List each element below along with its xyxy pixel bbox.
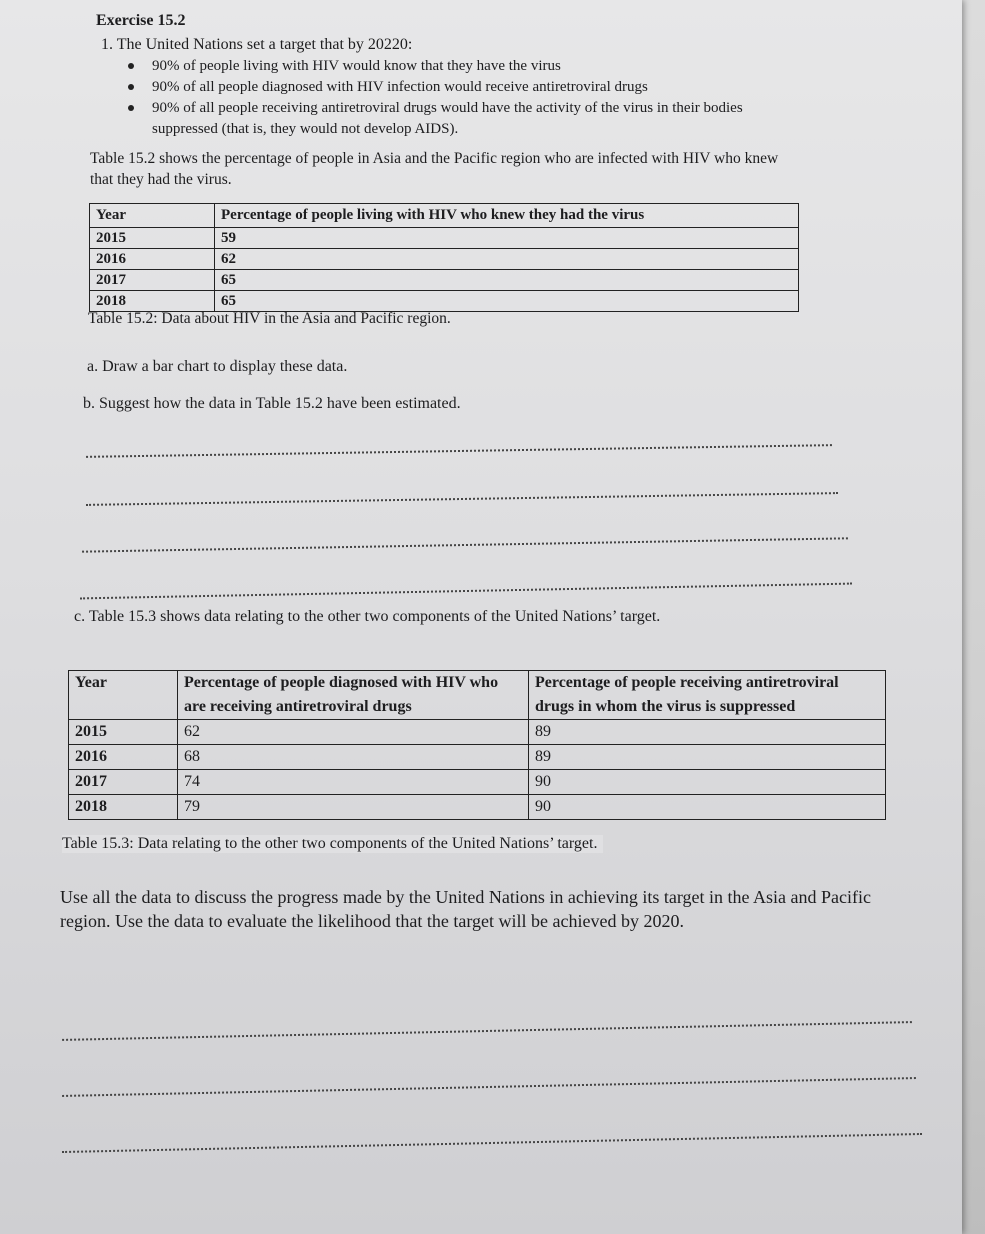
table-row: [69, 720, 886, 745]
cell-year: 2017: [69, 770, 178, 795]
table-15-3: [68, 670, 886, 820]
question-1: 1. The United Nations set a target that by 20220:: [101, 36, 413, 53]
cell-receiving: 68: [178, 745, 529, 770]
answer-line[interactable]: [80, 583, 852, 600]
cell-value: 59: [215, 228, 799, 249]
cell-year: 2015: [90, 228, 215, 249]
cell-year: 2016: [69, 745, 178, 770]
cell-receiving: 74: [178, 770, 529, 795]
cell-suppressed: 89: [529, 720, 886, 745]
target-bullet-list: [128, 56, 808, 140]
bullet-item: 90% of all people diagnosed with HIV infection would receive antiretroviral drugs: [128, 77, 808, 98]
question-c: c. Table 15.3 shows data relating to the other two components of the United Nations’ target.: [74, 608, 661, 625]
table-header-row: [90, 204, 799, 228]
table-header-row: [69, 671, 886, 720]
answer-line[interactable]: [62, 1077, 916, 1097]
answer-line[interactable]: [86, 492, 838, 506]
header-virus-suppressed: Percentage of people receiving antiretroviral drugs in whom the virus is suppressed: [529, 671, 886, 720]
header-year: Year: [69, 671, 178, 720]
cell-year: 2017: [90, 270, 215, 291]
table-row: [90, 270, 799, 291]
cell-year: 2018: [69, 795, 178, 820]
table-row: [69, 745, 886, 770]
table-row: [69, 770, 886, 795]
table-15-3-caption: Table 15.3: Data relating to the other two components of the United Nations’ target.: [62, 835, 603, 853]
exercise-title: Exercise 15.2: [96, 12, 186, 29]
answer-line[interactable]: [62, 1021, 912, 1041]
discussion-prompt: Use all the data to discuss the progress made by the United Nations in achieving its target in the Asia and Pacific region. Use the data to evaluate the likelihood that the target will be achieved by 2020.: [60, 887, 871, 931]
table1-intro: Table 15.2 shows the percentage of people in Asia and the Pacific region who are infected with HIV who knew that they had the virus.: [90, 150, 779, 188]
cell-year: 2015: [69, 720, 178, 745]
table-15-2: [89, 203, 799, 312]
answer-line[interactable]: [82, 537, 848, 552]
cell-suppressed: 90: [529, 770, 886, 795]
cell-value: 62: [215, 249, 799, 270]
table-15-2-caption: Table 15.2: Data about HIV in the Asia and Pacific region.: [88, 310, 451, 327]
cell-year: 2016: [90, 249, 215, 270]
table-row: [69, 795, 886, 820]
cell-receiving: 62: [178, 720, 529, 745]
bullet-item: 90% of all people receiving antiretroviral drugs would have the activity of the virus in their bodies suppressed (that is, they would not develop AIDS).: [128, 98, 808, 140]
answer-line[interactable]: [86, 444, 832, 458]
question-b: b. Suggest how the data in Table 15.2 have been estimated.: [83, 395, 461, 412]
cell-value: 65: [215, 291, 799, 312]
cell-year: 2018: [90, 291, 215, 312]
header-year: Year: [90, 204, 215, 228]
answer-line[interactable]: [62, 1133, 922, 1153]
question-a: a. Draw a bar chart to display these data.: [87, 358, 348, 375]
cell-suppressed: 90: [529, 795, 886, 820]
table-row: [90, 249, 799, 270]
cell-value: 65: [215, 270, 799, 291]
table-row: [90, 228, 799, 249]
header-receiving-drugs: Percentage of people diagnosed with HIV who are receiving antiretroviral drugs: [178, 671, 529, 720]
header-percentage-knew: Percentage of people living with HIV who knew they had the virus: [215, 204, 799, 228]
table-row: [90, 291, 799, 312]
cell-suppressed: 89: [529, 745, 886, 770]
bullet-item: 90% of people living with HIV would know that they have the virus: [128, 56, 808, 77]
cell-receiving: 79: [178, 795, 529, 820]
